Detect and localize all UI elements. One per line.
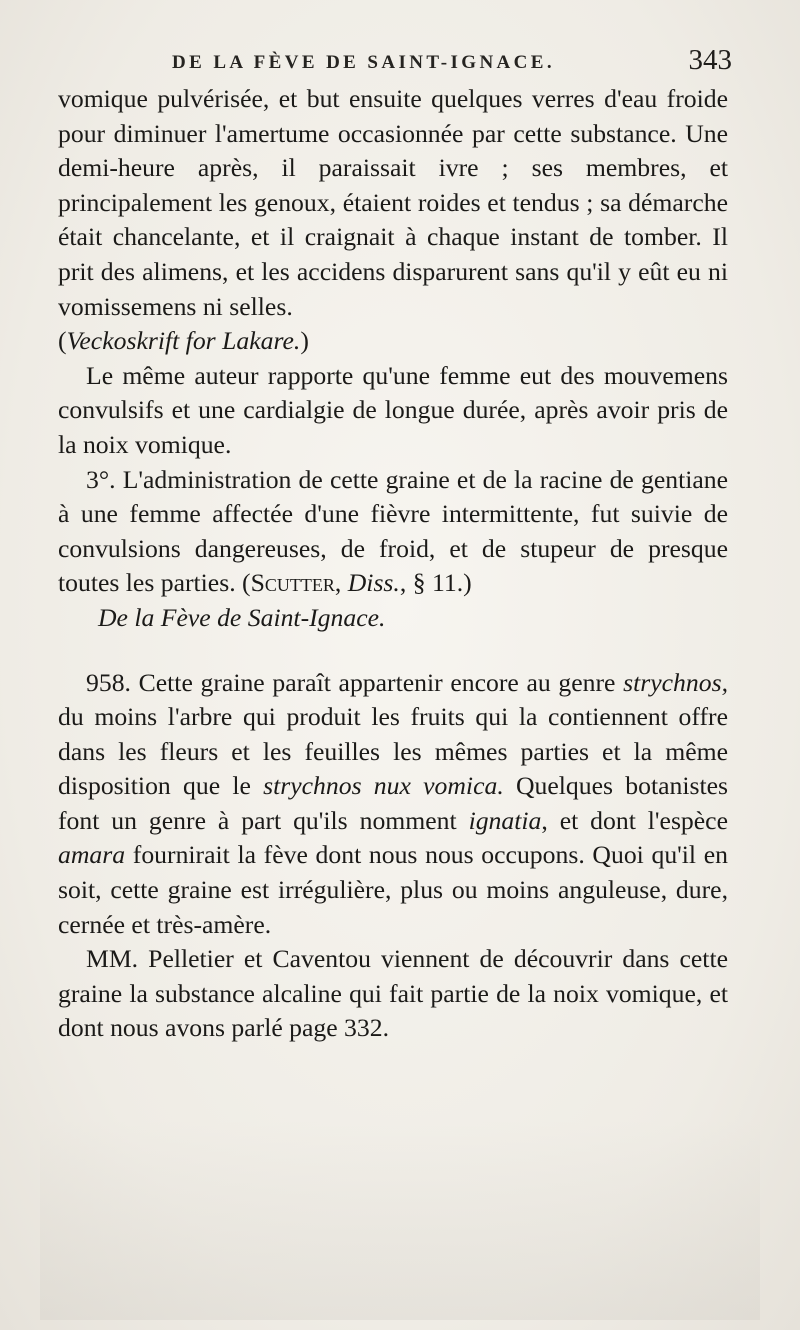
paragraph-958: [58, 666, 728, 943]
paragraph: [58, 359, 728, 463]
citation-separator: ,: [334, 568, 348, 598]
cited-work: Diss.: [347, 568, 400, 598]
citation-close: ): [300, 326, 309, 356]
paragraph-numbered: [58, 463, 728, 601]
genus-name: ignatia: [468, 805, 542, 835]
species-name: strychnos nux vomica.: [263, 771, 504, 801]
citation-title: Veckoskrift for Lakare.: [66, 326, 301, 356]
paragraph-text: 3°. L'administration de cette graine et de la racine de gentiane à une femme affectée d'une fièvre intermittente, fut suivie de convulsions dangereuses, de froid, et de stupeur de presque toutes les parties. (: [58, 464, 728, 598]
page-number: 343: [688, 44, 732, 76]
paragraph-text: Quelques botanistes font un genre à part qu'ils nomment: [58, 771, 728, 835]
show-through-shadow: [40, 1120, 760, 1320]
citation-section: , § 11.): [399, 568, 472, 598]
paragraph-text: Le même auteur rapporte qu'une femme eut des mouvemens convulsifs et une cardialgie de longue durée, après avoir pris de la noix vomique.: [58, 360, 728, 459]
species-name: amara: [58, 840, 126, 870]
page-header: [172, 44, 732, 84]
paragraph-text: , et dont l'espèce: [541, 805, 728, 835]
genus-name: strychnos,: [623, 667, 728, 697]
paragraph-text: fournirait la fève dont nous nous occupons. Quoi qu'il en soit, cette graine est irrégulière, plus ou moins anguleuse, dure, cernée et très-amère.: [58, 840, 728, 939]
section-spacer: [58, 636, 728, 666]
citation-open: (: [58, 326, 67, 356]
running-head: DE LA FÈVE DE SAINT-IGNACE.: [172, 52, 556, 73]
section-heading: De la Fève de Saint-Ignace.: [98, 602, 386, 632]
paragraph-text: du moins l'arbre qui produit les fruits qui la contiennent offre dans les fleurs et les feuilles les mêmes parties et la même disposition que le: [58, 702, 728, 801]
paragraph-continued: [58, 82, 728, 359]
paragraph-text: 958. Cette graine paraît appartenir encore au genre: [86, 667, 624, 697]
paragraph-text: MM. Pelletier et Caventou viennent de découvrir dans cette graine la substance alcaline qui fait partie de la noix vomique, et dont nous avons parlé page 332.: [58, 944, 728, 1043]
paragraph: [58, 942, 728, 1046]
paragraph-text: vomique pulvérisée, et but ensuite quelques verres d'eau froide pour diminuer l'amertume occasionnée par cette substance. Une demi-heure après, il paraissait ivre ; ses membres, et principalement les genoux, étaient roides et tendus ; sa démarche était chancelante, et il craignait à chaque instant de tomber. Il prit des alimens, et les accidens disparurent sans qu'il y eût eu ni vomissemens ni selles.: [58, 84, 728, 321]
cited-author: Scutter: [250, 568, 335, 598]
body-text: [58, 82, 728, 1046]
citation: [58, 324, 728, 359]
